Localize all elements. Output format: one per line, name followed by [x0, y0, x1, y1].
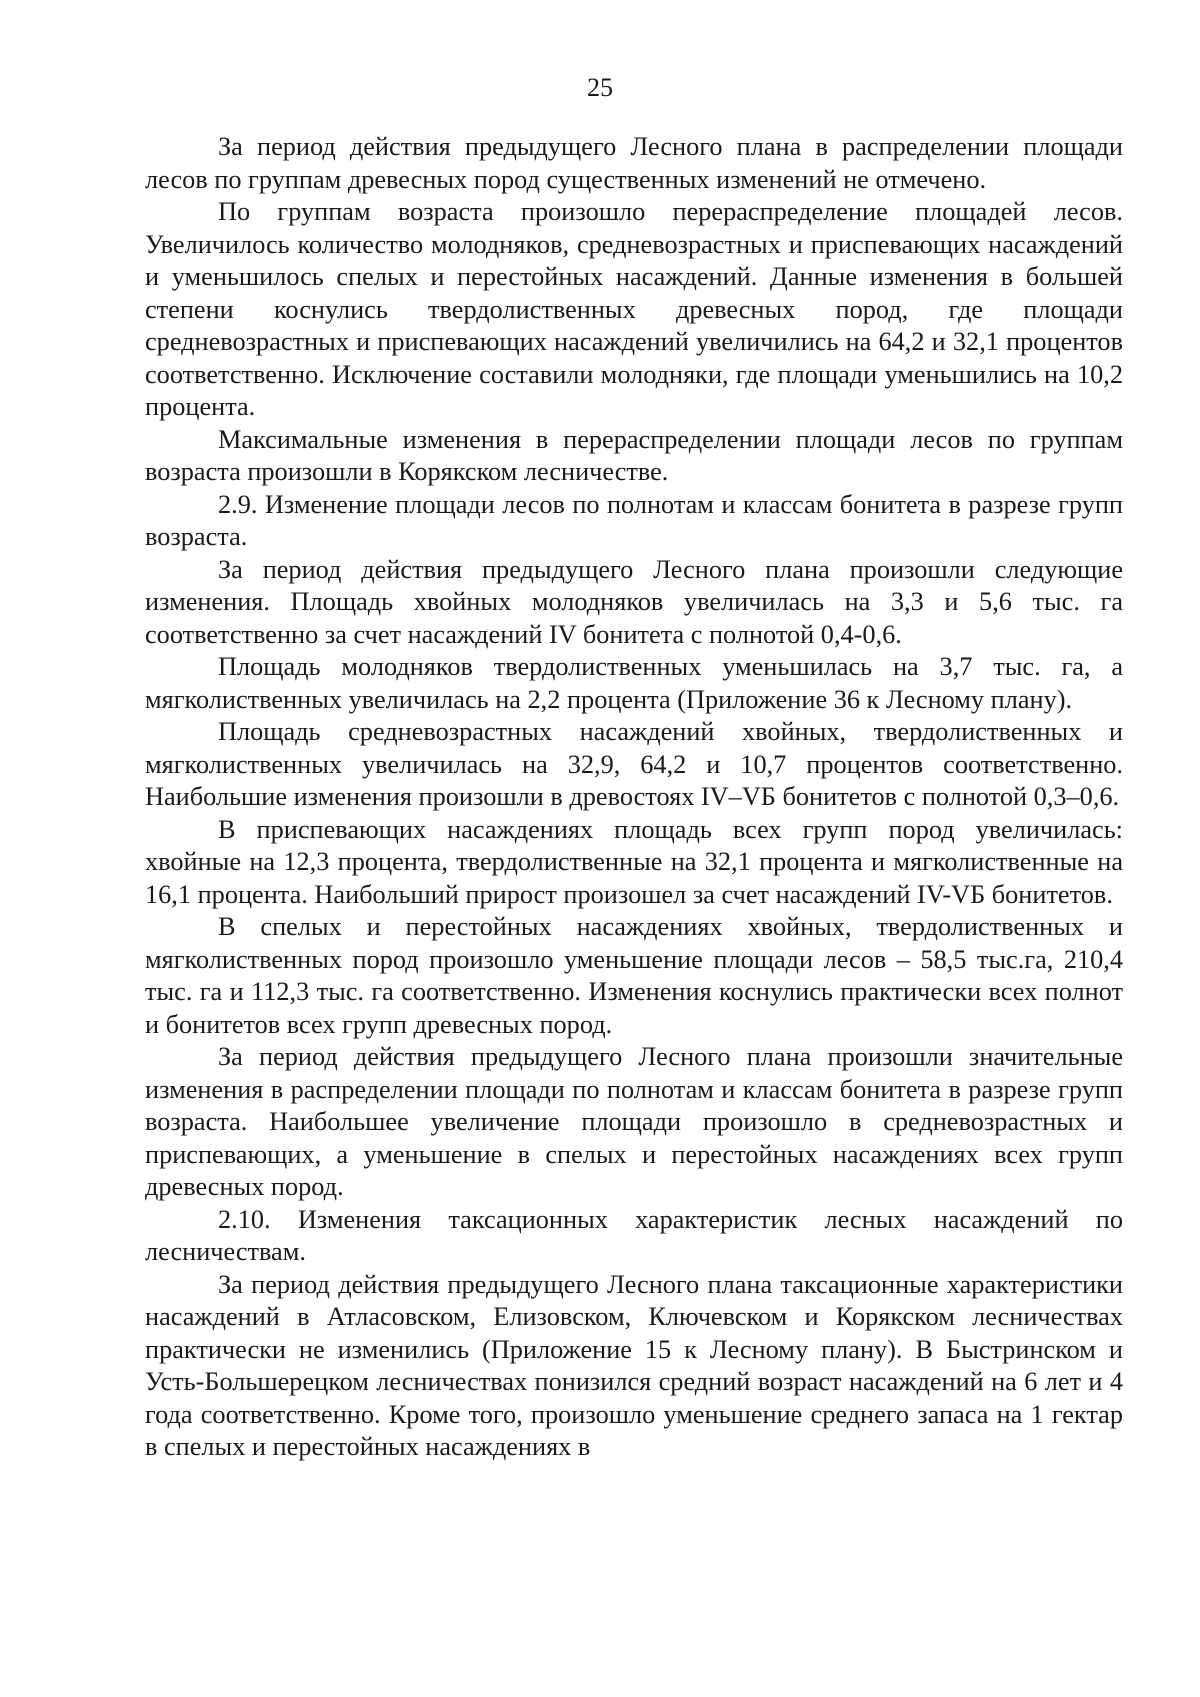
paragraph-2: По группам возраста произошло перераспределение площадей лесов. Увеличилось количество молодняков, средневозрастных и приспевающих насаждений и уменьшилось спелых и перестойных насаждений. Данные изменения в большей степени коснулись твердолиственных древесных пород, где площади средневозрастных и приспевающих насаждений увеличились на 64,2 и 32,1 процентов соответственно. Исключение составили молодняки, где площади уменьшились на 10,2 процента.: [145, 197, 1123, 421]
page-number: 25: [587, 73, 613, 102]
paragraph-1: За период действия предыдущего Лесного плана в распределении площади лесов по группам древесных пород существенных изменений не отмечено.: [145, 132, 1123, 194]
document-body: [145, 131, 1123, 1464]
paragraph-5: За период действия предыдущего Лесного плана произошли следующие изменения. Площадь хвойных молодняков увеличилась на 3,3 и 5,6 тыс. га соответственно за счет насаждений IV бонитета с полнотой 0,4-0,6.: [145, 554, 1123, 649]
paragraph-9: В спелых и перестойных насаждениях хвойных, твердолиственных и мягколиственных пород произошло уменьшение площади лесов – 58,5 тыс.га, 210,4 тыс. га и 112,3 тыс. га соответственно. Изменения коснулись практически всех полнот и бонитетов всех групп древесных пород.: [145, 912, 1123, 1039]
paragraph-6: Площадь молодняков твердолиственных уменьшилась на 3,7 тыс. га, а мягколиственных увеличилась на 2,2 процента (Приложение 36 к Лесному плану).: [145, 652, 1123, 714]
paragraph-7: Площадь средневозрастных насаждений хвойных, твердолиственных и мягколиственных увеличилась на 32,9, 64,2 и 10,7 процентов соответственно. Наибольшие изменения произошли в древостоях IV–VБ бонитетов с полнотой 0,3–0,6.: [145, 717, 1123, 811]
section-heading-2-9: 2.9. Изменение площади лесов по полнотам и классам бонитета в разрезе групп возраста.: [145, 489, 1123, 551]
paragraph-3: Максимальные изменения в перераспределении площади лесов по группам возраста произошли в Корякском лесничестве.: [145, 424, 1123, 486]
paragraph-12: За период действия предыдущего Лесного плана таксационные характеристики насаждений в Атласовском, Елизовском, Ключевском и Корякском лесничествах практически не изменились (Приложение 15 к Лесному плану). В Быстринском и Усть-Большерецком лесничествах понизился средний возраст насаждений на 6 лет и 4 года соответственно. Кроме того, произошло уменьшение среднего запаса на 1 гектар в спелых и перестойных насаждениях в: [145, 1269, 1123, 1461]
section-heading-2-10: 2.10. Изменения таксационных характеристик лесных насаждений по лесничествам.: [145, 1204, 1123, 1266]
paragraph-8: В приспевающих насаждениях площадь всех групп пород увеличилась: хвойные на 12,3 процента, твердолиственные на 32,1 процента и мягколиственные на 16,1 процента. Наибольший прирост произошел за счет насаждений IV-VБ бонитетов.: [145, 814, 1123, 909]
paragraph-10: За период действия предыдущего Лесного плана произошли значительные изменения в распределении площади по полнотам и классам бонитета в разрезе групп возраста. Наибольшее увеличение площади произошло в средневозрастных и приспевающих, а уменьшение в спелых и перестойных насаждениях всех групп древесных пород.: [145, 1042, 1123, 1201]
